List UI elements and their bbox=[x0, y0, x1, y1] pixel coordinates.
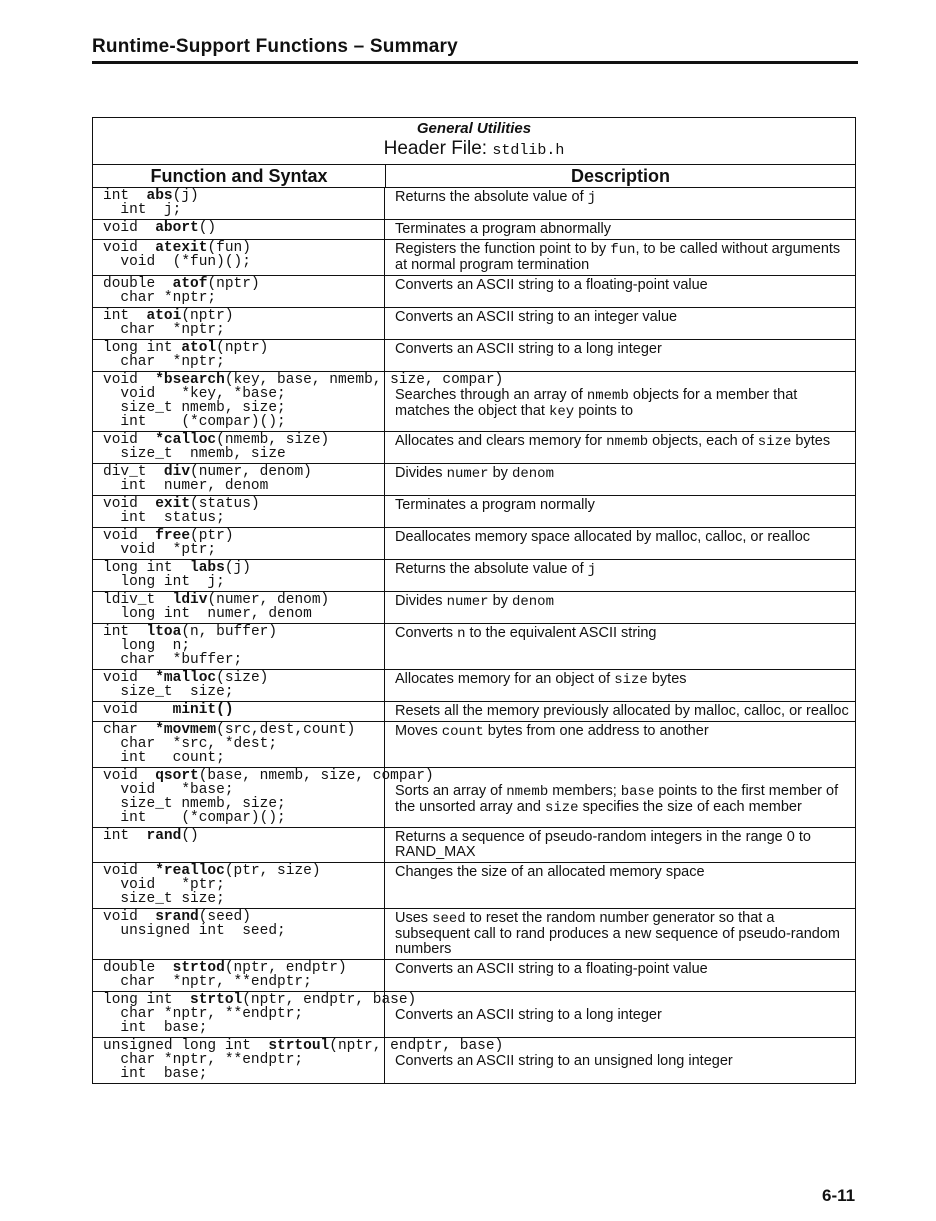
code-term: numer bbox=[446, 594, 489, 610]
parameters: (base, nmemb, size, compar) void *base; size_t nmemb, size; int (*compar)(); bbox=[120, 768, 434, 826]
parameters: (nptr, endptr) char *nptr, **endptr; bbox=[120, 960, 347, 990]
function-description: Uses seed to reset the random number generator so that a subsequent call to rand produces a new sequence of pseudo-random numbers bbox=[395, 910, 840, 957]
return-type: long int bbox=[103, 992, 191, 1008]
function-description: Moves count bytes from one address to another bbox=[395, 723, 709, 740]
function-name: exit bbox=[155, 496, 191, 512]
parameters: () bbox=[198, 220, 217, 236]
parameters: (key, base, nmemb, size, compar) void *key, *base; size_t nmemb, size; int (*compar)(); bbox=[120, 372, 504, 430]
table-row bbox=[93, 827, 855, 862]
return-type: void bbox=[103, 702, 173, 718]
return-type: double bbox=[103, 276, 173, 292]
page-number: 6-11 bbox=[822, 1186, 856, 1205]
function-name: ldiv bbox=[172, 592, 208, 608]
table-row bbox=[93, 1037, 855, 1083]
function-syntax bbox=[93, 188, 385, 219]
table-row bbox=[93, 721, 855, 767]
code-term: nmemb bbox=[606, 434, 649, 450]
function-syntax bbox=[93, 768, 434, 827]
function-syntax bbox=[93, 220, 385, 239]
function-syntax bbox=[93, 828, 385, 862]
code-term: size bbox=[544, 800, 579, 816]
table-row bbox=[93, 908, 855, 959]
return-type: div_t bbox=[103, 464, 164, 480]
return-type: double bbox=[103, 960, 173, 976]
function-name: atexit bbox=[155, 240, 208, 256]
table-row bbox=[93, 307, 855, 339]
return-type: int bbox=[103, 308, 147, 324]
code-term: denom bbox=[511, 466, 554, 482]
function-description: Converts an ASCII string to a long integer bbox=[395, 341, 662, 357]
return-type: void bbox=[103, 863, 156, 879]
table-row bbox=[93, 959, 855, 991]
table-row bbox=[93, 767, 855, 827]
function-syntax bbox=[93, 863, 385, 908]
return-type: long int bbox=[103, 340, 182, 356]
code-term: nmemb bbox=[586, 388, 629, 404]
parameters: (nptr) char *nptr; bbox=[120, 308, 234, 338]
table-row bbox=[93, 623, 855, 669]
function-syntax bbox=[93, 909, 385, 959]
function-description: Divides numer by denom bbox=[395, 465, 554, 482]
column-header-description: Description bbox=[570, 166, 671, 186]
table-row bbox=[93, 188, 855, 219]
function-description: Terminates a program normally bbox=[395, 497, 595, 513]
code-term: size bbox=[757, 434, 792, 450]
function-syntax bbox=[93, 992, 417, 1037]
return-type: void bbox=[103, 670, 156, 686]
function-syntax bbox=[93, 960, 385, 991]
function-syntax bbox=[93, 528, 385, 559]
table-row bbox=[93, 463, 855, 495]
function-syntax bbox=[93, 702, 385, 721]
table-row bbox=[93, 219, 855, 239]
function-name: atof bbox=[172, 276, 208, 292]
function-syntax bbox=[93, 464, 385, 495]
function-name: rand bbox=[146, 828, 182, 844]
function-description: Changes the size of an allocated memory space bbox=[395, 864, 705, 880]
table-row bbox=[93, 527, 855, 559]
table-row bbox=[93, 559, 855, 591]
parameters: (j) int j; bbox=[120, 188, 199, 218]
code-term: numer bbox=[446, 466, 489, 482]
parameters: (numer, denom) int numer, denom bbox=[120, 464, 312, 494]
return-type: void bbox=[103, 496, 156, 512]
function-name: div bbox=[163, 464, 191, 480]
return-type: int bbox=[103, 188, 147, 204]
function-syntax bbox=[93, 722, 385, 767]
function-description: Divides numer by denom bbox=[395, 593, 554, 610]
return-type: int bbox=[103, 624, 147, 640]
function-name: labs bbox=[190, 560, 225, 576]
function-description: Converts an ASCII string to an unsigned long integer bbox=[395, 1053, 733, 1069]
parameters: (src,dest,count) char *src, *dest; int count; bbox=[120, 722, 356, 766]
code-term: fun bbox=[610, 242, 636, 258]
parameters: (nptr, endptr, base) char *nptr, **endptr; int base; bbox=[120, 992, 417, 1036]
return-type: long int bbox=[103, 560, 191, 576]
code-term: j bbox=[587, 562, 597, 578]
table-row bbox=[93, 701, 855, 721]
function-description: Allocates and clears memory for nmemb objects, each of size bytes bbox=[395, 433, 831, 450]
parameters: (ptr, size) void *ptr; size_t size; bbox=[120, 863, 321, 907]
code-term: size bbox=[614, 672, 648, 688]
function-description: Sorts an array of nmemb members; base points to the first member of the unsorted array and size specifies the size of each member bbox=[395, 783, 839, 816]
parameters: (nptr) char *nptr; bbox=[120, 276, 260, 306]
function-name: abs bbox=[146, 188, 173, 204]
table-row bbox=[93, 371, 855, 431]
return-type: void bbox=[103, 220, 156, 236]
function-name: strtoul bbox=[268, 1038, 330, 1054]
function-syntax bbox=[93, 624, 385, 669]
return-type: void bbox=[103, 768, 156, 784]
function-syntax bbox=[93, 432, 385, 463]
function-description: Returns the absolute value of j bbox=[395, 189, 597, 206]
parameters: (seed) unsigned int seed; bbox=[120, 909, 286, 939]
function-description: Deallocates memory space allocated by malloc, calloc, or realloc bbox=[395, 529, 811, 545]
table-row bbox=[93, 495, 855, 527]
function-description: Returns the absolute value of j bbox=[395, 561, 597, 578]
function-syntax bbox=[93, 308, 385, 339]
function-syntax bbox=[93, 372, 504, 431]
function-description: Returns a sequence of pseudo-random integers in the range 0 to RAND_MAX bbox=[395, 829, 811, 860]
column-header-function: Function and Syntax bbox=[93, 165, 386, 187]
function-syntax bbox=[93, 340, 385, 371]
function-description: Converts an ASCII string to an integer value bbox=[395, 309, 678, 325]
parameters: (size) size_t size; bbox=[120, 670, 269, 700]
function-description: Terminates a program abnormally bbox=[395, 221, 611, 237]
code-term: base bbox=[620, 784, 655, 800]
function-description: Registers the function point to by fun, to be called without arguments at normal program termination bbox=[395, 241, 841, 273]
function-name: atol bbox=[181, 340, 217, 356]
return-type: void bbox=[103, 240, 156, 256]
code-term: key bbox=[548, 404, 575, 420]
code-term: denom bbox=[511, 594, 554, 610]
function-syntax bbox=[93, 592, 385, 623]
parameters: (status) int status; bbox=[120, 496, 260, 526]
table-row bbox=[93, 239, 855, 275]
function-description: Converts an ASCII string to a floating-point value bbox=[395, 277, 708, 293]
code-term: count bbox=[441, 724, 484, 740]
table-row bbox=[93, 275, 855, 307]
table-body bbox=[93, 188, 855, 1083]
return-type: void bbox=[103, 528, 156, 544]
caption-title: General Utilities bbox=[416, 120, 532, 137]
return-type: unsigned long int bbox=[103, 1038, 269, 1054]
parameters: (numer, denom) long int numer, denom bbox=[120, 592, 330, 622]
function-name: *calloc bbox=[155, 432, 217, 448]
function-syntax bbox=[93, 240, 385, 275]
function-syntax bbox=[93, 670, 385, 701]
function-description: Converts an ASCII string to a long integer bbox=[395, 1007, 662, 1023]
running-head: Runtime-Support Functions – Summary bbox=[92, 36, 458, 57]
function-description: Searches through an array of nmemb objects for a member that matches the object that key points to bbox=[395, 387, 798, 420]
code-term: n bbox=[457, 626, 466, 642]
code-term: seed bbox=[432, 911, 466, 927]
parameters: (fun) void (*fun)(); bbox=[120, 240, 251, 270]
function-name: qsort bbox=[155, 768, 199, 784]
function-description: Converts an ASCII string to a floating-point value bbox=[395, 961, 708, 977]
parameters: (nptr, endptr, base) char *nptr, **endptr; int base; bbox=[120, 1038, 504, 1082]
function-name: *bsearch bbox=[155, 372, 225, 388]
return-type: void bbox=[103, 372, 156, 388]
function-description: Allocates memory for an object of size bytes bbox=[395, 671, 687, 688]
table-row bbox=[93, 991, 855, 1037]
header-file-name: stdlib.h bbox=[492, 142, 565, 159]
table-row bbox=[93, 591, 855, 623]
table-caption bbox=[93, 118, 855, 165]
parameters: (ptr) void *ptr; bbox=[120, 528, 234, 558]
function-name: abort bbox=[155, 220, 199, 236]
function-name: minit() bbox=[172, 702, 234, 718]
function-syntax bbox=[93, 1038, 504, 1083]
function-name: ltoa bbox=[146, 624, 182, 640]
code-term: nmemb bbox=[506, 784, 549, 800]
parameters: (j) long int j; bbox=[120, 560, 251, 590]
header-file-label: Header File: bbox=[383, 138, 488, 159]
summary-table bbox=[92, 117, 856, 1084]
return-type: void bbox=[103, 432, 156, 448]
table-row bbox=[93, 862, 855, 908]
function-name: free bbox=[155, 528, 191, 544]
parameters: (nptr) char *nptr; bbox=[120, 340, 269, 370]
table-row bbox=[93, 339, 855, 371]
parameters: (n, buffer) long n; char *buffer; bbox=[120, 624, 278, 668]
table-row bbox=[93, 431, 855, 463]
return-type: int bbox=[103, 828, 147, 844]
function-description: Converts n to the equivalent ASCII string bbox=[395, 625, 657, 642]
function-name: strtod bbox=[172, 960, 225, 976]
return-type: char bbox=[103, 722, 156, 738]
return-type: void bbox=[103, 909, 156, 925]
parameters: () bbox=[181, 828, 199, 844]
table-row bbox=[93, 669, 855, 701]
function-name: strtol bbox=[190, 992, 243, 1008]
function-name: srand bbox=[155, 909, 199, 925]
function-name: atoi bbox=[146, 308, 182, 324]
caption-header-file bbox=[93, 138, 855, 162]
code-term: j bbox=[587, 190, 597, 206]
function-syntax bbox=[93, 276, 385, 307]
function-name: *movmem bbox=[155, 722, 217, 738]
table-header bbox=[93, 165, 855, 188]
parameters: (nmemb, size) size_t nmemb, size bbox=[120, 432, 330, 462]
return-type: ldiv_t bbox=[103, 592, 173, 608]
function-syntax bbox=[93, 560, 385, 591]
function-name: *realloc bbox=[155, 863, 225, 879]
function-syntax bbox=[93, 496, 385, 527]
function-name: *malloc bbox=[155, 670, 217, 686]
header-rule bbox=[92, 61, 858, 64]
function-description: Resets all the memory previously allocated by malloc, calloc, or realloc bbox=[395, 703, 849, 719]
